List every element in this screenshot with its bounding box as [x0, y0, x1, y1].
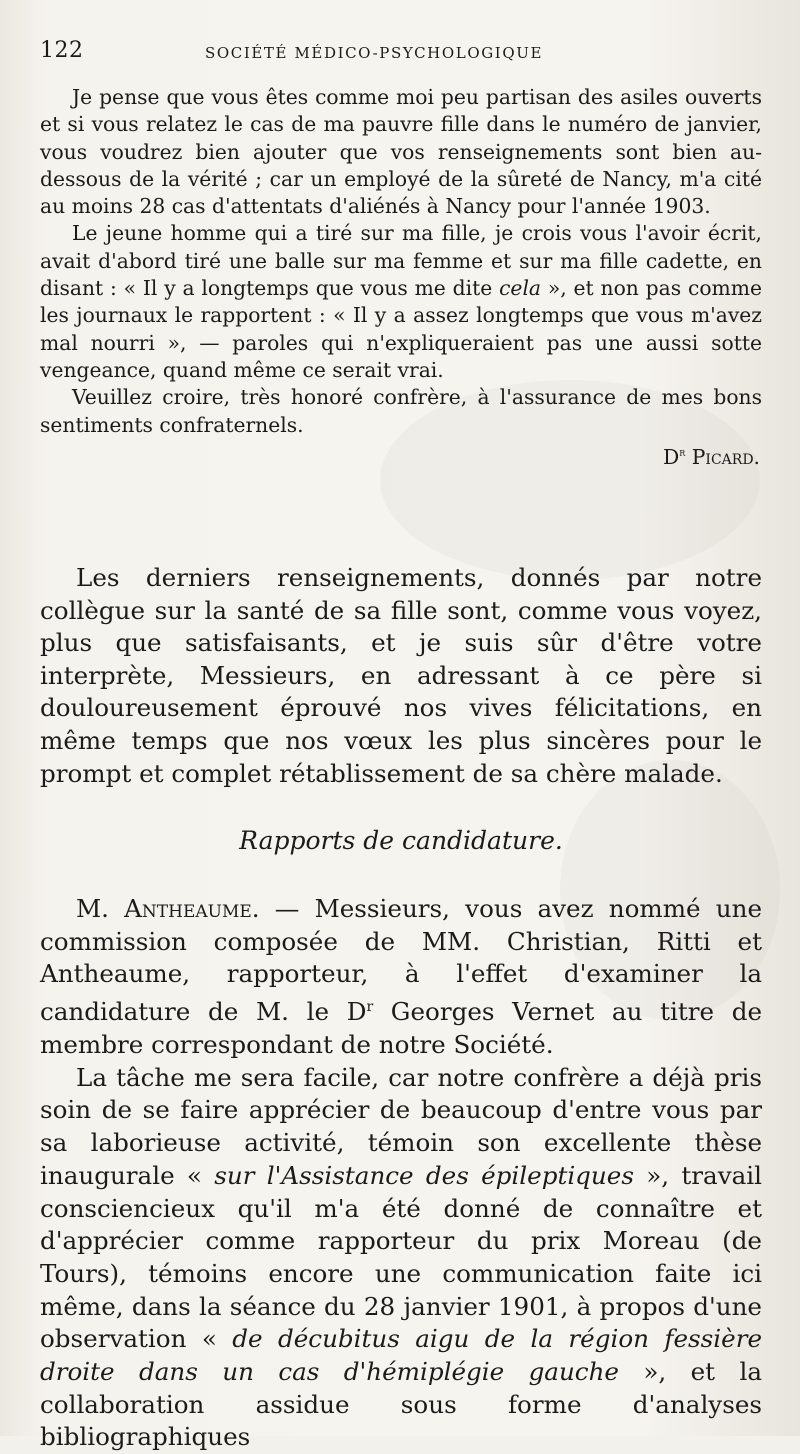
page-number: 122 — [40, 38, 84, 63]
letter-text: Le jeune homme qui a tiré sur ma fille, je crois vous l'avoir écrit, avait d'abord tiré une balle sur ma femme et sur ma fille cadette, en disant : « Il y a longtemps que vous me dite — [40, 221, 762, 301]
body-text: », travail consciencieux qu'il m'a été donné de connaître et d'apprécier comme rapporteur du prix Moreau (de Tours), témoins encore une communication faite ici même, dans la séance du 28 janvier 1901, à propos d'une observation « — [40, 1160, 762, 1354]
italic-title: de décubitus aigu de la région fessière droite dans un cas d'hémiplégie gauche — [40, 1324, 763, 1387]
page-header — [40, 38, 780, 68]
letter-paragraph — [40, 220, 762, 384]
body-text: Georges Vernet au titre de membre correspondant de notre Société. — [40, 997, 762, 1059]
quoted-letter — [40, 84, 762, 471]
body-paragraph: Les derniers renseignements, donnés par notre collègue sur la santé de sa fille sont, comme vous voyez, plus que satisfaisants, et je suis sûr d'être votre interprète, Messieurs, en adressant à ce père si douloureusement éprouvé nos vives félicitations, en même temps que nos vœux les plus sincères pour le prompt et complet rétablissement de sa chère malade. — [40, 563, 762, 788]
body-text: », et la collaboration assidue sous forme d'analyses bibliographiques — [40, 1357, 762, 1452]
letter-italic-text: cela — [499, 276, 542, 301]
signature-title: D — [663, 444, 680, 469]
body-text: La tâche me sera facile, car notre confrère a déjà pris soin de se faire apprécier de beaucoup d'entre vous par sa laborieuse activité, témoin son excellente thèse inaugurale « — [40, 1062, 762, 1190]
signature-name: Picard. — [685, 444, 760, 469]
candidature-report — [40, 893, 762, 1454]
italic-title: sur l'Assistance des épileptiques — [214, 1160, 634, 1190]
signature-superscript: r — [679, 444, 686, 459]
letter-paragraph: Veuillez croire, très honoré confrère, à l'assurance de mes bons sentiments confraternels. — [40, 385, 762, 437]
main-text — [40, 562, 762, 790]
letter-text: », et non pas comme les journaux le rapportent : « Il y a assez longtemps que vous m'avez mal nourri », — paroles qui n'expliqueraient pas une aussi sotte vengeance, quand même ce serait vrai. — [40, 276, 762, 382]
letter-paragraph: Je pense que vous êtes comme moi peu partisan des asiles ouverts et si vous relatez le cas de ma pauvre fille dans le numéro de janvier, vous voudrez bien ajouter que vos renseignements sont bien au-dessous de la vérité ; car un employé de la sûreté de Nancy, m'a cité au moins 28 cas d'attentats d'aliénés à Nancy pour l'année 1903. — [40, 85, 762, 219]
body-paragraph — [40, 1062, 762, 1454]
section-heading: Rapports de candidature. — [239, 826, 563, 855]
letter-signature — [40, 439, 762, 471]
body-text: — Messieurs, vous avez nommé une commission composée de MM. Christian, Ritti et Antheaume, rapporteur, à l'effet d'examiner la candidature de M. le D — [40, 894, 762, 1027]
speaker-name: M. Antheaume. — [76, 894, 260, 923]
body-paragraph — [40, 893, 762, 1062]
running-title: SOCIÉTÉ MÉDICO-PSYCHOLOGIQUE — [205, 44, 544, 62]
title-superscript: r — [366, 999, 374, 1016]
